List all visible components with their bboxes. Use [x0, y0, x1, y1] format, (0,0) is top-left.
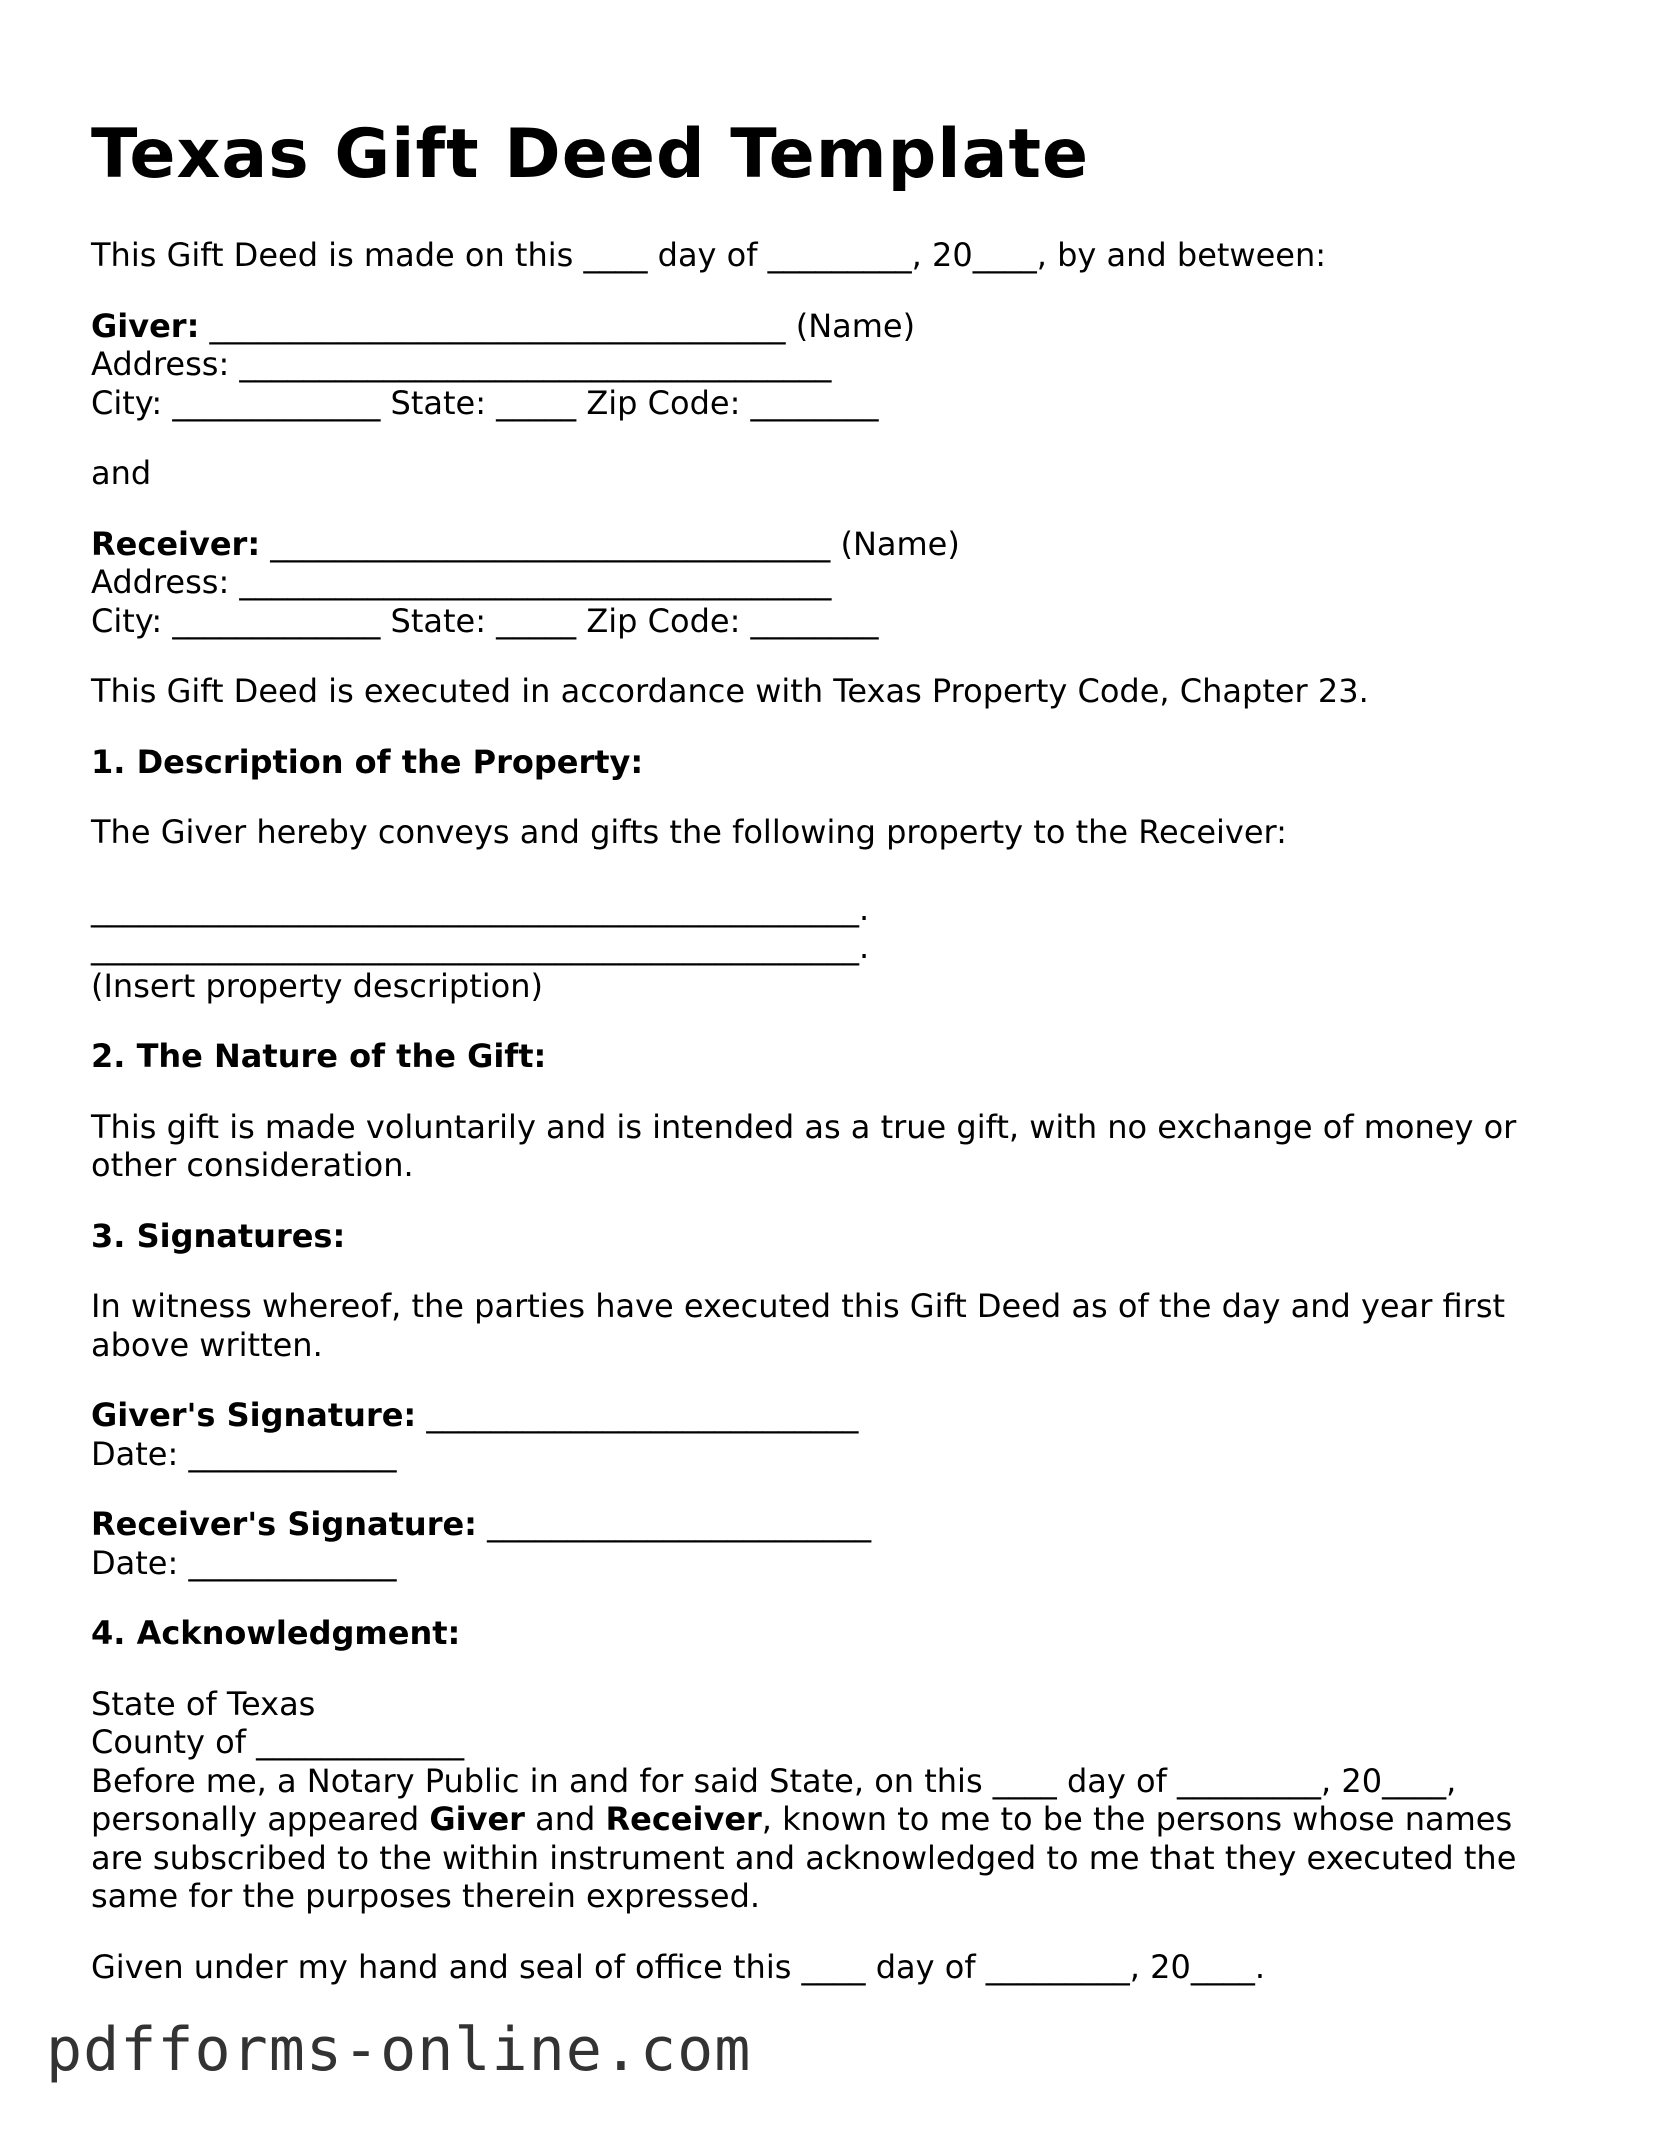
section-3-heading: 3. Signatures:	[91, 1216, 346, 1255]
giver-signature-field: ___________________________	[416, 1396, 859, 1434]
notary-before-text: Before me, a Notary Public in and for said State, on this ____ day of _________, 20____,	[91, 1761, 1457, 1800]
document-page	[91, 110, 1571, 1986]
receiver-block	[91, 525, 1571, 641]
section-2-heading: 2. The Nature of the Gift:	[91, 1037, 547, 1075]
receiver-name-line	[91, 525, 1571, 564]
receiver-label: Receiver:	[91, 524, 261, 563]
giver-city-line: City: _____________ State: _____ Zip Code: ________	[91, 383, 879, 422]
section-3-text: In witness whereof, the parties have executed this Gift Deed as of the day and year first above written.	[91, 1287, 1516, 1364]
property-line-2: ________________________________________________.	[91, 928, 870, 966]
page-title: Texas Gift Deed Template	[91, 115, 1090, 194]
giver-word: Giver	[429, 1800, 525, 1838]
section-4-heading: 4. Acknowledgment:	[91, 1614, 461, 1652]
appeared-prefix: personally appeared	[91, 1800, 430, 1838]
receiver-name-field: ___________________________________ (Name)	[260, 524, 960, 563]
appeared-suffix: , known to me to be the persons whose names are subscribed to the within instrument and acknowledged to me that they executed the same for the purposes therein expressed.	[91, 1800, 1527, 1915]
giver-name-line	[91, 307, 1571, 346]
property-line-1: ________________________________________________.	[91, 889, 870, 928]
section-1-text: The Giver hereby conveys and gifts the following property to the Receiver:	[91, 813, 1287, 851]
giver-name-field: ____________________________________ (Name)	[199, 306, 916, 345]
giver-date-line: Date: _____________	[91, 1434, 397, 1473]
intro-text: This Gift Deed is made on this ____ day of _________, 20____, by and between:	[91, 236, 1327, 274]
giver-address-line: Address: _____________________________________	[91, 345, 832, 383]
receiver-address-line: Address: _____________________________________	[91, 563, 832, 601]
watermark: pdfforms-online.com	[46, 2015, 752, 2085]
executed-text: This Gift Deed is executed in accordance with Texas Property Code, Chapter 23.	[91, 672, 1369, 710]
receiver-city-line: City: _____________ State: _____ Zip Code: ________	[91, 601, 879, 640]
giver-signature-line	[91, 1396, 1571, 1435]
section-2-text: This gift is made voluntarily and is intended as a true gift, with no exchange of money or other consideration.	[91, 1107, 1527, 1184]
receiver-date-line: Date: _____________	[91, 1543, 397, 1582]
section-1-heading: 1. Description of the Property:	[91, 742, 644, 781]
receiver-word: Receiver	[605, 1800, 762, 1838]
receiver-signature-label: Receiver's Signature:	[91, 1505, 477, 1543]
receiver-signature-field: ________________________	[476, 1505, 872, 1543]
and-text: and	[91, 454, 152, 492]
giver-label: Giver:	[91, 306, 200, 345]
property-hint: (Insert property description)	[91, 966, 543, 1005]
notary-appeared-text	[91, 1800, 1571, 1916]
county-line: County of _____________	[91, 1723, 465, 1761]
state-line: State of Texas	[91, 1684, 316, 1723]
giver-signature-label: Giver's Signature:	[91, 1396, 417, 1434]
and-word: and	[524, 1800, 606, 1838]
receiver-signature-line	[91, 1505, 1571, 1544]
given-under-text: Given under my hand and seal of office this ____ day of _________, 20____.	[91, 1947, 1265, 1986]
giver-block	[91, 307, 1571, 423]
